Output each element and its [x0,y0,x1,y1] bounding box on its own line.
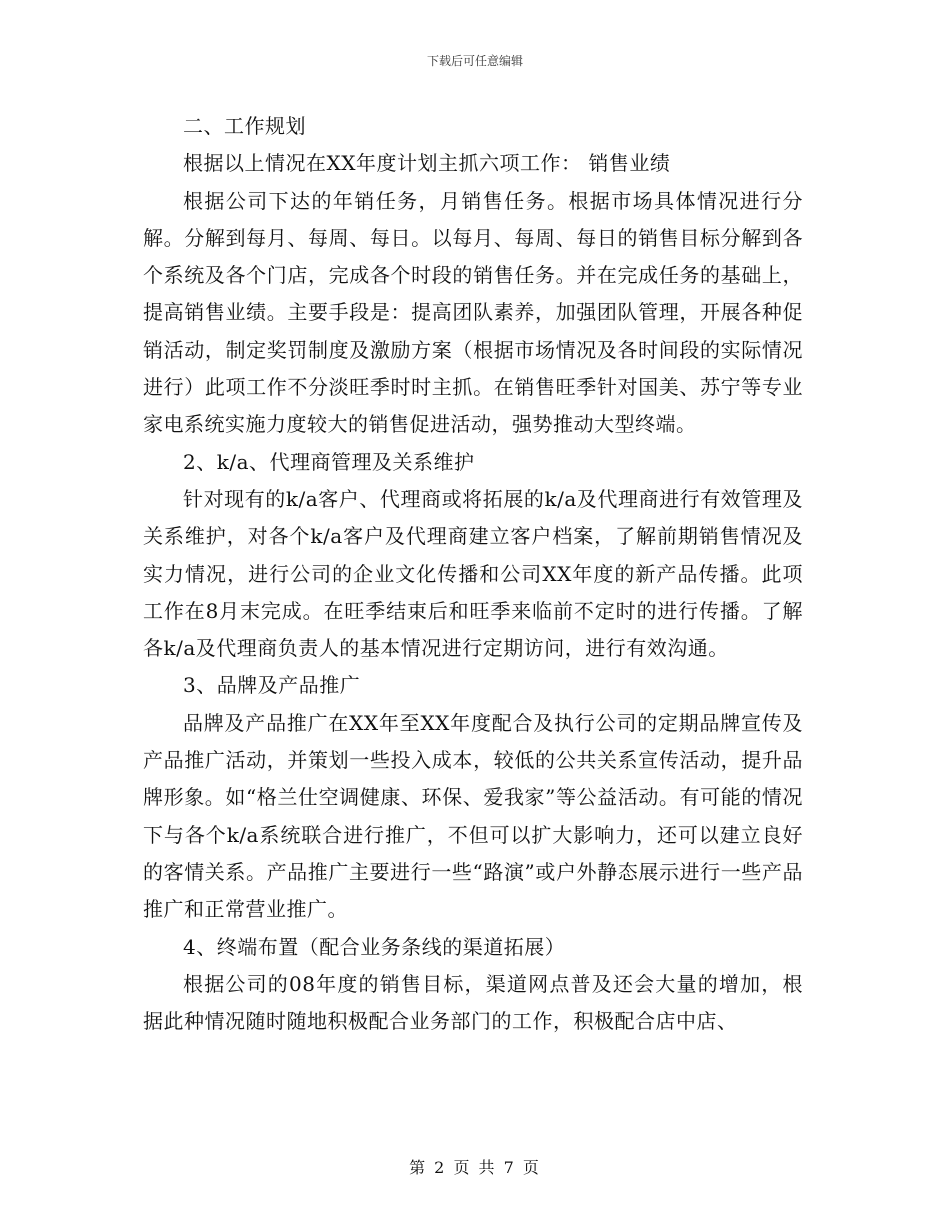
ka-paragraph: 针对现有的k/a客户、代理商或将拓展的k/a及代理商进行有效管理及关系维护，对各个k/a客户及代理商建立客户档案，了解前期销售情况及实力情况，进行公司的企业文化传播和公司XX年度的新产品传播。此项工作在8月末完成。在旺季结束后和旺季来临前不定时的进行传播。了解各k/a及代理商负责人的基本情况进行定期访问，进行有效沟通。 [143,486,803,661]
page-number: 第 2 页 共 7 页 [409,1158,541,1177]
section-2-title: 2、k/a、代理商管理及关系维护 [183,449,475,474]
section-4-title: 4、终端布置（配合业务条线的渠道拓展） [183,934,566,959]
section-heading: 二、工作规划 [183,114,306,138]
sales-paragraph: 根据公司下达的年销任务，月销售任务。根据市场具体情况进行分解。分解到每月、每周、每日。以每月、每周、每日的销售目标分解到各个系统及各个门店，完成各个时段的销售任务。并在完成任务的基础上，提高销售业绩。主要手段是：提高团队素养，加强团队管理，开展各种促销活动，制定奖罚制度及激励方案（根据市场情况及各时间段的实际情况进行）此项工作不分淡旺季时时主抓。在销售旺季针对国美、苏宁等专业家电系统实施力度较大的销售促进活动，强势推动大型终端。 [143,188,803,437]
intro-paragraph: 根据以上情况在XX年度计划主抓六项工作： 销售业绩 [183,151,671,176]
document-body [143,108,803,1040]
section-3-title: 3、品牌及产品推广 [183,673,361,698]
brand-paragraph: 品牌及产品推广在XX年至XX年度配合及执行公司的定期品牌宣传及产品推广活动，并策划一些投入成本，较低的公共关系宣传活动，提升品牌形象。如“格兰仕空调健康、环保、爱我家”等公益活动。有可能的情况下与各个k/a系统联合进行推广，不但可以扩大影响力，还可以建立良好的客情关系。产品推广主要进行一些“路演”或户外静态展示进行一些产品推广和正常营业推广。 [143,710,803,922]
terminal-paragraph: 根据公司的08年度的销售目标，渠道网点普及还会大量的增加，根据此种情况随时随地积极配合业务部门的工作，积极配合店中店、 [143,971,803,1034]
download-note: 下载后可任意编辑 [426,54,523,68]
